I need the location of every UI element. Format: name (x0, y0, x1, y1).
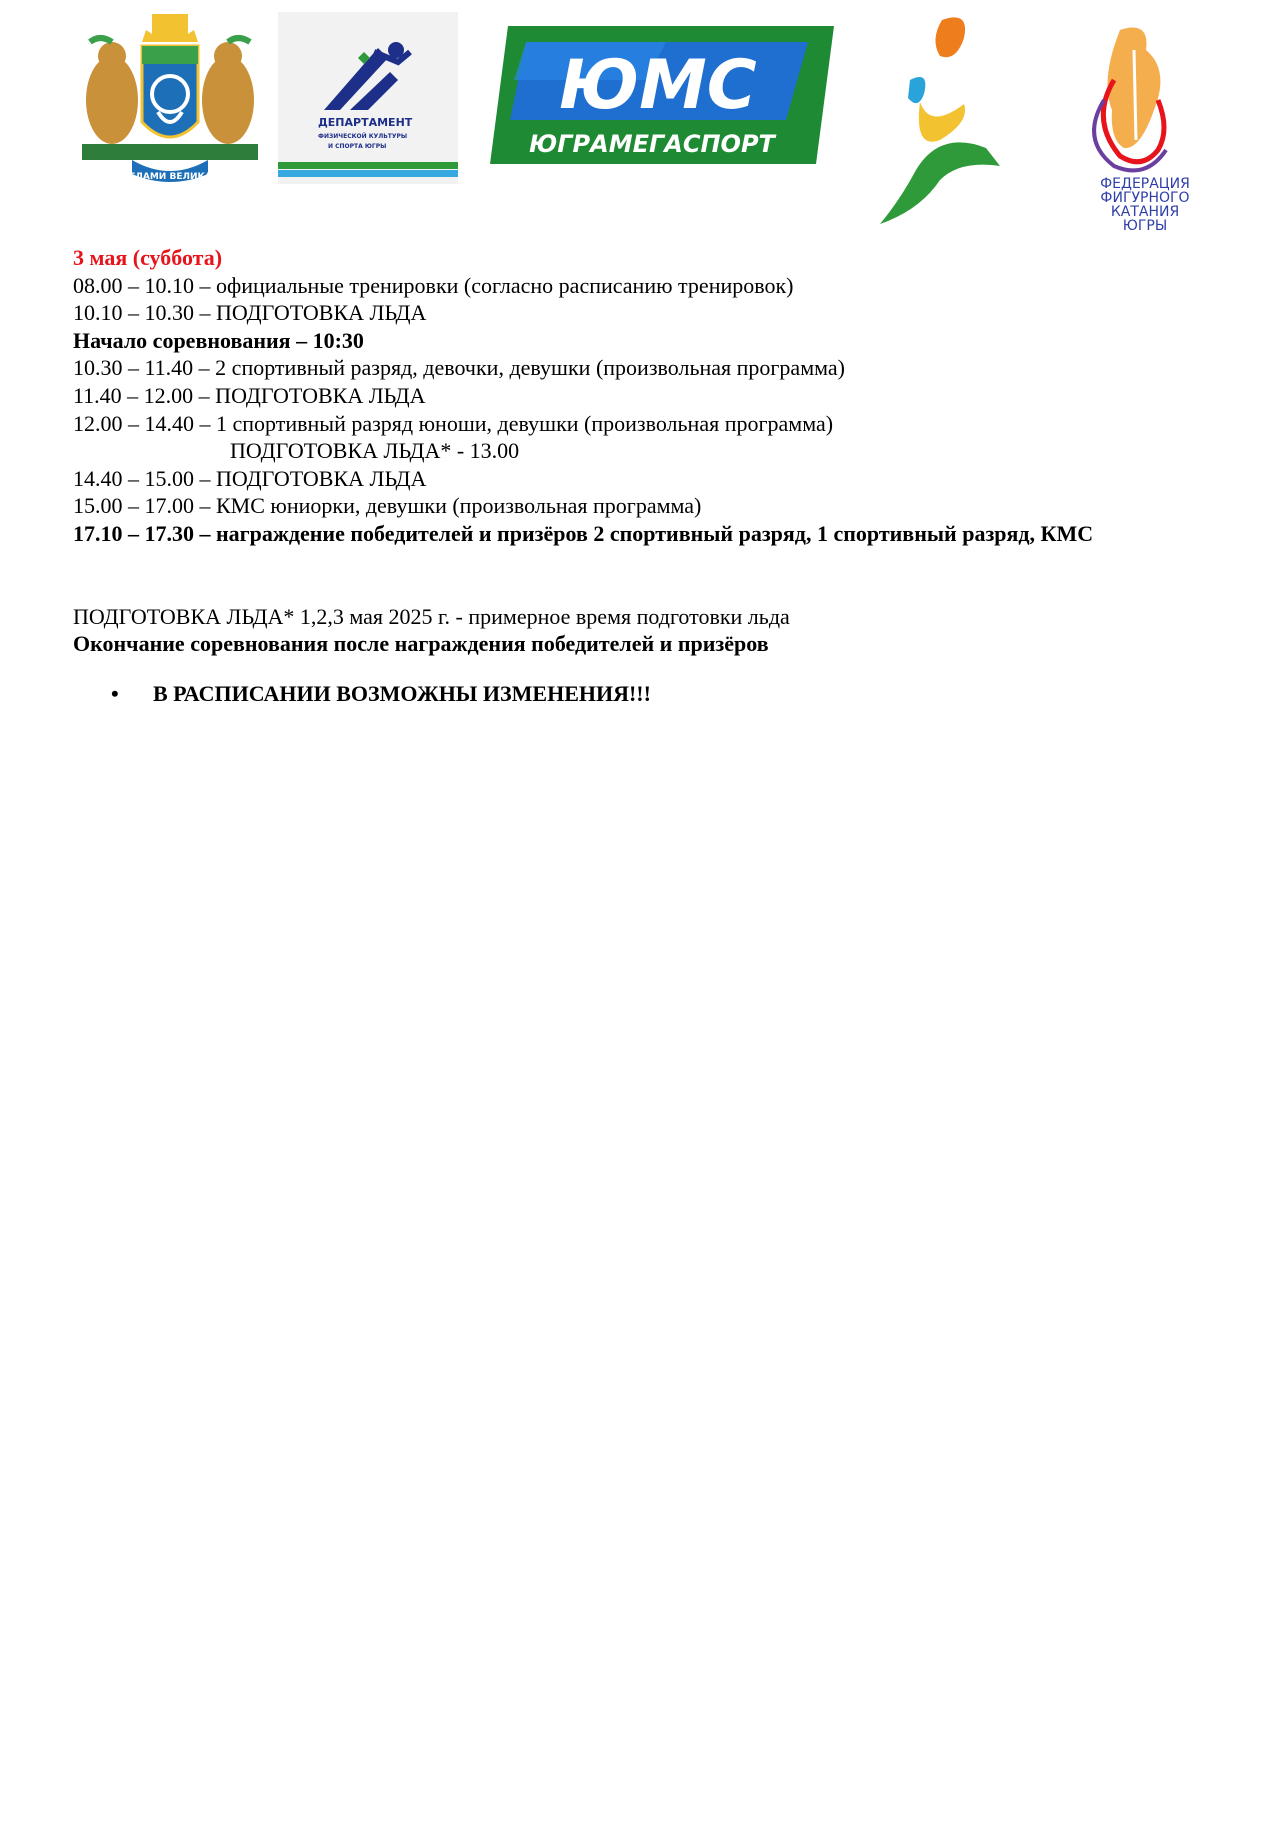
federation-line-1: ФЕДЕРАЦИЯ (1100, 176, 1190, 192)
schedule-line: 15.00 – 17.00 – КМС юниорки, девушки (произвольная программа) (73, 493, 702, 519)
figure-skating-federation-logo (1050, 20, 1240, 235)
schedule-line: 08.00 – 10.10 – официальные тренировки (согласно расписанию тренировок) (73, 272, 794, 298)
federation-line-2: ФИГУРНОГО (1100, 190, 1190, 206)
department-subtitle-1: ФИЗИЧЕСКОЙ КУЛЬТУРЫ (318, 133, 408, 140)
department-logo (278, 12, 458, 184)
competition-start-line: Начало соревнования – 10:30 (73, 327, 364, 353)
schedule-subline: ПОДГОТОВКА ЛЬДА* - 13.00 (230, 438, 520, 464)
yugramegasport-logo (486, 20, 846, 170)
logo-header (0, 0, 1275, 240)
yums-subtitle-text: ЮГРАМЕГАСПОРТ (529, 130, 775, 158)
closing-note: Окончание соревнования после награждения победителей и призёров (73, 631, 769, 657)
awards-line: 17.10 – 17.30 – награждение победителей и призёров 2 спортивный разряд, 1 спортивный разряд, КМС (73, 520, 1094, 546)
department-title-text: ДЕПАРТАМЕНТ (318, 116, 413, 129)
coat-of-arms-logo (72, 12, 268, 188)
coat-motto-text: ДЕЛАМИ ВЕЛИКАЯ (121, 172, 219, 182)
runner-emblem-logo (860, 10, 1010, 230)
federation-line-4: ЮГРЫ (1122, 218, 1168, 234)
changes-notice-text: В РАСПИСАНИИ ВОЗМОЖНЫ ИЗМЕНЕНИЯ!!! (153, 680, 651, 706)
day-heading: 3 мая (суббота) (73, 245, 223, 270)
bullet-icon: • (111, 680, 119, 706)
federation-line-3: КАТАНИЯ (1110, 204, 1180, 220)
yums-title-text: ЮМС (559, 46, 757, 125)
schedule-section (73, 244, 1253, 707)
changes-notice (73, 680, 1253, 708)
schedule-line: 14.40 – 15.00 – ПОДГОТОВКА ЛЬДА (73, 465, 427, 491)
schedule-line: 10.10 – 10.30 – ПОДГОТОВКА ЛЬДА (73, 300, 427, 326)
schedule-line: 10.30 – 11.40 – 2 спортивный разряд, девочки, девушки (произвольная программа) (73, 355, 845, 381)
schedule-line: 12.00 – 14.40 – 1 спортивный разряд юноши, девушки (произвольная программа) (73, 410, 834, 436)
schedule-line: 11.40 – 12.00 – ПОДГОТОВКА ЛЬДА (73, 382, 426, 408)
ice-prep-note: ПОДГОТОВКА ЛЬДА* 1,2,3 мая 2025 г. - примерное время подготовки льда (73, 603, 790, 629)
department-subtitle-2: И СПОРТА ЮГРЫ (328, 143, 387, 150)
